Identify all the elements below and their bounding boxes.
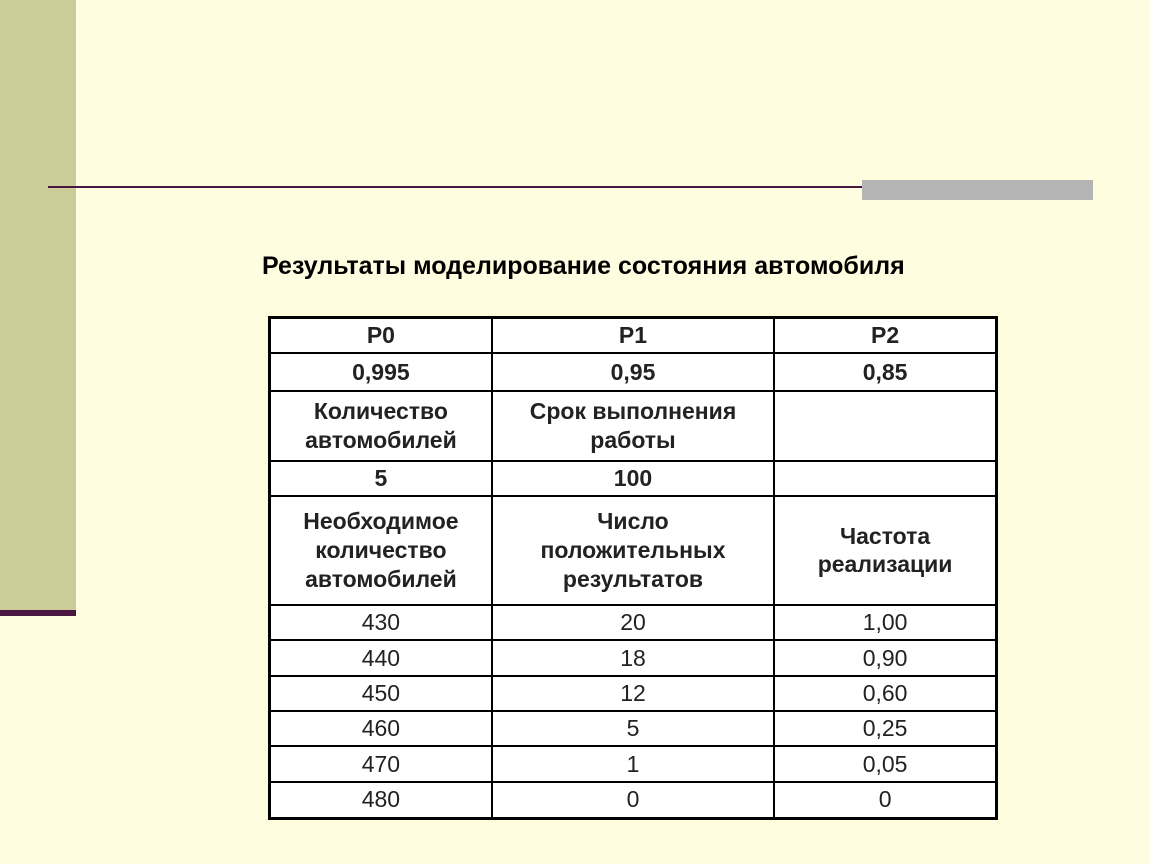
table-row	[271, 676, 995, 711]
needed-cars-header	[271, 496, 492, 605]
header-p1: P1	[492, 319, 774, 353]
left-decor-bar	[0, 610, 76, 616]
table-row	[271, 711, 995, 746]
needed-cars-cell: 450	[271, 676, 492, 711]
table-row	[271, 605, 995, 640]
left-decor-band	[0, 0, 76, 612]
frequency-cell: 0	[774, 782, 995, 817]
slide-title: Результаты моделирование состояния автомобиля	[262, 252, 905, 280]
work-term-label-line2: работы	[590, 427, 676, 454]
work-term-value: 100	[492, 461, 774, 495]
positive-results-cell: 0	[492, 782, 774, 817]
empty-cell	[774, 391, 995, 462]
work-term-label	[492, 391, 774, 462]
frequency-cell: 1,00	[774, 605, 995, 640]
frequency-cell: 0,25	[774, 711, 995, 746]
parameter-label-row	[271, 391, 995, 462]
frequency-cell: 0,60	[774, 676, 995, 711]
positive-results-header	[492, 496, 774, 605]
empty-cell	[774, 461, 995, 495]
needed-cars-cell: 480	[271, 782, 492, 817]
positive-results-cell: 20	[492, 605, 774, 640]
probability-value-row	[271, 353, 995, 390]
parameter-value-row	[271, 461, 995, 495]
positive-results-cell: 5	[492, 711, 774, 746]
cars-count-value: 5	[271, 461, 492, 495]
positive-results-cell: 18	[492, 640, 774, 675]
value-p2: 0,85	[774, 353, 995, 390]
frequency-header	[774, 496, 995, 605]
positive-results-header-line2: положительных	[540, 536, 726, 563]
value-p0: 0,995	[271, 353, 492, 390]
table-row	[271, 746, 995, 781]
needed-cars-cell: 430	[271, 605, 492, 640]
needed-cars-header-line3: автомобилей	[305, 565, 457, 592]
cars-count-label	[271, 391, 492, 462]
positive-results-cell: 1	[492, 746, 774, 781]
needed-cars-header-line1: Необходимое	[303, 508, 459, 535]
header-p0: P0	[271, 319, 492, 353]
needed-cars-header-line2: количество	[315, 536, 447, 563]
cars-count-label-line2: автомобилей	[305, 427, 457, 454]
needed-cars-cell: 440	[271, 640, 492, 675]
positive-results-cell: 12	[492, 676, 774, 711]
cars-count-label-line1: Количество	[313, 398, 448, 425]
results-table	[271, 319, 995, 817]
probability-header-row	[271, 319, 995, 353]
work-term-label-line1: Срок выполнения	[529, 398, 737, 425]
results-table-frame	[268, 316, 998, 820]
needed-cars-cell: 470	[271, 746, 492, 781]
positive-results-header-line1: Число	[597, 508, 669, 535]
header-p2: P2	[774, 319, 995, 353]
table-row	[271, 782, 995, 817]
frequency-header-line1: Частота	[839, 522, 931, 549]
table-row	[271, 640, 995, 675]
positive-results-header-line3: результатов	[562, 565, 704, 592]
value-p1: 0,95	[492, 353, 774, 390]
column-header-row	[271, 496, 995, 605]
needed-cars-cell: 460	[271, 711, 492, 746]
frequency-cell: 0,90	[774, 640, 995, 675]
title-divider-block	[862, 180, 1093, 200]
frequency-header-line2: реализации	[817, 551, 953, 578]
frequency-cell: 0,05	[774, 746, 995, 781]
